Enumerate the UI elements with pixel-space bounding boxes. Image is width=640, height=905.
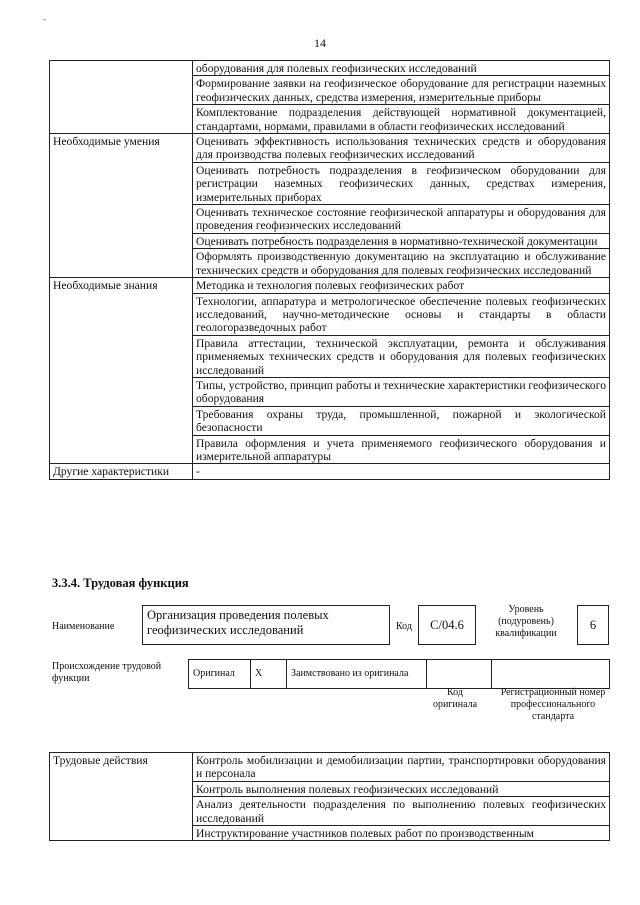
row-text: Оценивать эффективность использования технических средств и оборудования для производства полевых геофизических исследований [193,134,610,163]
table-row [50,61,610,76]
row-text: оборудования для полевых геофизических исследований [193,61,610,76]
labour-actions-table [49,752,610,841]
table-row [50,753,610,782]
row-text: Оценивать потребность подразделения в нормативно-технической документации [193,233,610,248]
original-label: Оригинал [189,660,251,689]
row-text: Оценивать потребность подразделения в геофизическом оборудовании для регистрации наземных геофизических данных, средствах измерения, измерительных приборах [193,162,610,204]
origin-label: Происхождение трудовой функции [52,661,162,684]
row-label-knowledge: Необходимые знания [50,278,193,464]
reg-number-label: Регистрационный номер профессионального стандарта [500,687,606,722]
row-text: Комплектование подразделения действующей нормативной документацией, стандартами, нормами, правилами в области геофизических исследований [193,105,610,134]
table-row [50,464,610,479]
row-text: Требования охраны труда, промышленной, пожарной и экологической безопасности [193,406,610,435]
row-text: Контроль мобилизации и демобилизации партии, транспортировки оборудования и персонала [193,753,610,782]
origin-table [188,659,610,689]
borrowed-label: Заимствовано из оригинала [287,660,427,689]
level-label: Уровень (подуровень) квалификации [495,604,557,639]
code-box: С/04.6 [418,605,476,645]
table-row [50,134,610,163]
row-text: Правила аттестации, технической эксплуатации, ремонта и обслуживания применяемых технических средств и оборудования для полевых геофизических исследований [193,335,610,377]
row-text: Методика и технология полевых геофизических работ [193,278,610,293]
original-mark: X [251,660,287,689]
row-text: Оформлять производственную документацию на эксплуатацию и обслуживание технических средств и оборудования для полевых геофизических исследований [193,249,610,278]
row-text: - [193,464,610,479]
name-label: Наименование [52,621,115,632]
function-name-box: Организация проведения полевых геофизических исследований [142,605,390,645]
row-text: Формирование заявки на геофизическое оборудование для регистрации наземных геофизических данных, средства измерения, измерительные приборы [193,76,610,105]
stray-mark: - [43,14,46,24]
reg-number-cell [492,660,610,689]
row-text: Технологии, аппаратура и метрологическое обеспечение полевых геофизических исследований, научно-методические основы и стандарты в области геологоразведочных работ [193,293,610,335]
row-text: Инструктирование участников полевых работ по производственным [193,826,610,841]
row-text: Правила оформления и учета применяемого геофизического оборудования и измерительной аппаратуры [193,435,610,464]
table-row [189,660,610,689]
code-label: Код [396,621,412,632]
row-label-other: Другие характеристики [50,464,193,479]
code-original-label: Код оригинала [432,687,478,710]
row-text: Оценивать техническое состояние геофизической аппаратуры и оборудования для проведения геофизических исследований [193,205,610,234]
row-label-actions: Трудовые действия [50,753,193,841]
row-label-skills: Необходимые умения [50,134,193,278]
section-title: 3.3.4. Трудовая функция [52,576,189,590]
row-label [50,61,193,134]
page-number: 14 [314,36,326,50]
code-original-cell [427,660,492,689]
row-text: Анализ деятельности подразделения по выполнению полевых геофизических исследований [193,797,610,826]
level-box: 6 [577,605,609,645]
row-text: Типы, устройство, принцип работы и технические характеристики геофизического оборудования [193,377,610,406]
skills-knowledge-table [49,60,610,480]
table-row [50,278,610,293]
row-text: Контроль выполнения полевых геофизических исследований [193,781,610,796]
